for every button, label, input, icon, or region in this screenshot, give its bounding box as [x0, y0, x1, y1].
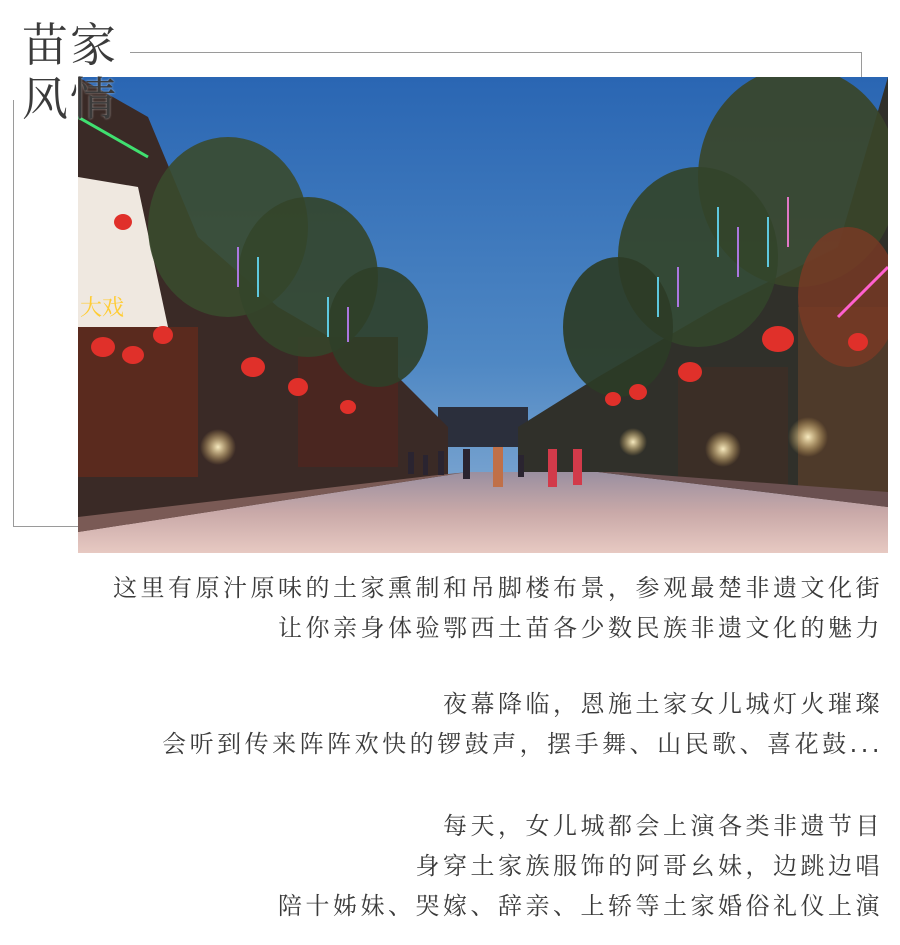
paragraph-3-line-1: 每天，女儿城都会上演各类非遗节目	[443, 812, 883, 840]
paragraph-3-line-3: 陪十姊妹、哭嫁、辞亲、上轿等土家婚俗礼仪上演	[278, 892, 883, 920]
title-line-2: 风情	[22, 72, 118, 126]
frame-line-right	[861, 52, 862, 78]
page-title	[22, 18, 118, 126]
paragraph-3	[278, 806, 883, 926]
frame-line-top	[130, 52, 862, 53]
paragraph-1-line-1: 这里有原汁原味的土家熏制和吊脚楼布景，参观最楚非遗文化街	[113, 574, 883, 602]
frame-line-bottom	[13, 526, 79, 527]
paragraph-2-line-2: 会听到传来阵阵欢快的锣鼓声，摆手舞、山民歌、喜花鼓...	[162, 730, 883, 758]
title-line-1: 苗家	[22, 18, 118, 72]
paragraph-3-line-2: 身穿土家族服饰的阿哥幺妹，边跳边唱	[415, 852, 883, 880]
paragraph-1-line-2: 让你亲身体验鄂西土苗各少数民族非遗文化的魅力	[278, 614, 883, 642]
paragraph-2	[162, 684, 883, 764]
shop-sign-text: 大戏	[80, 296, 125, 321]
frame-line-left	[13, 100, 14, 526]
paragraph-1	[113, 568, 883, 648]
street-night-photo	[78, 77, 888, 553]
paragraph-2-line-1: 夜幕降临，恩施土家女儿城灯火璀璨	[443, 690, 883, 718]
